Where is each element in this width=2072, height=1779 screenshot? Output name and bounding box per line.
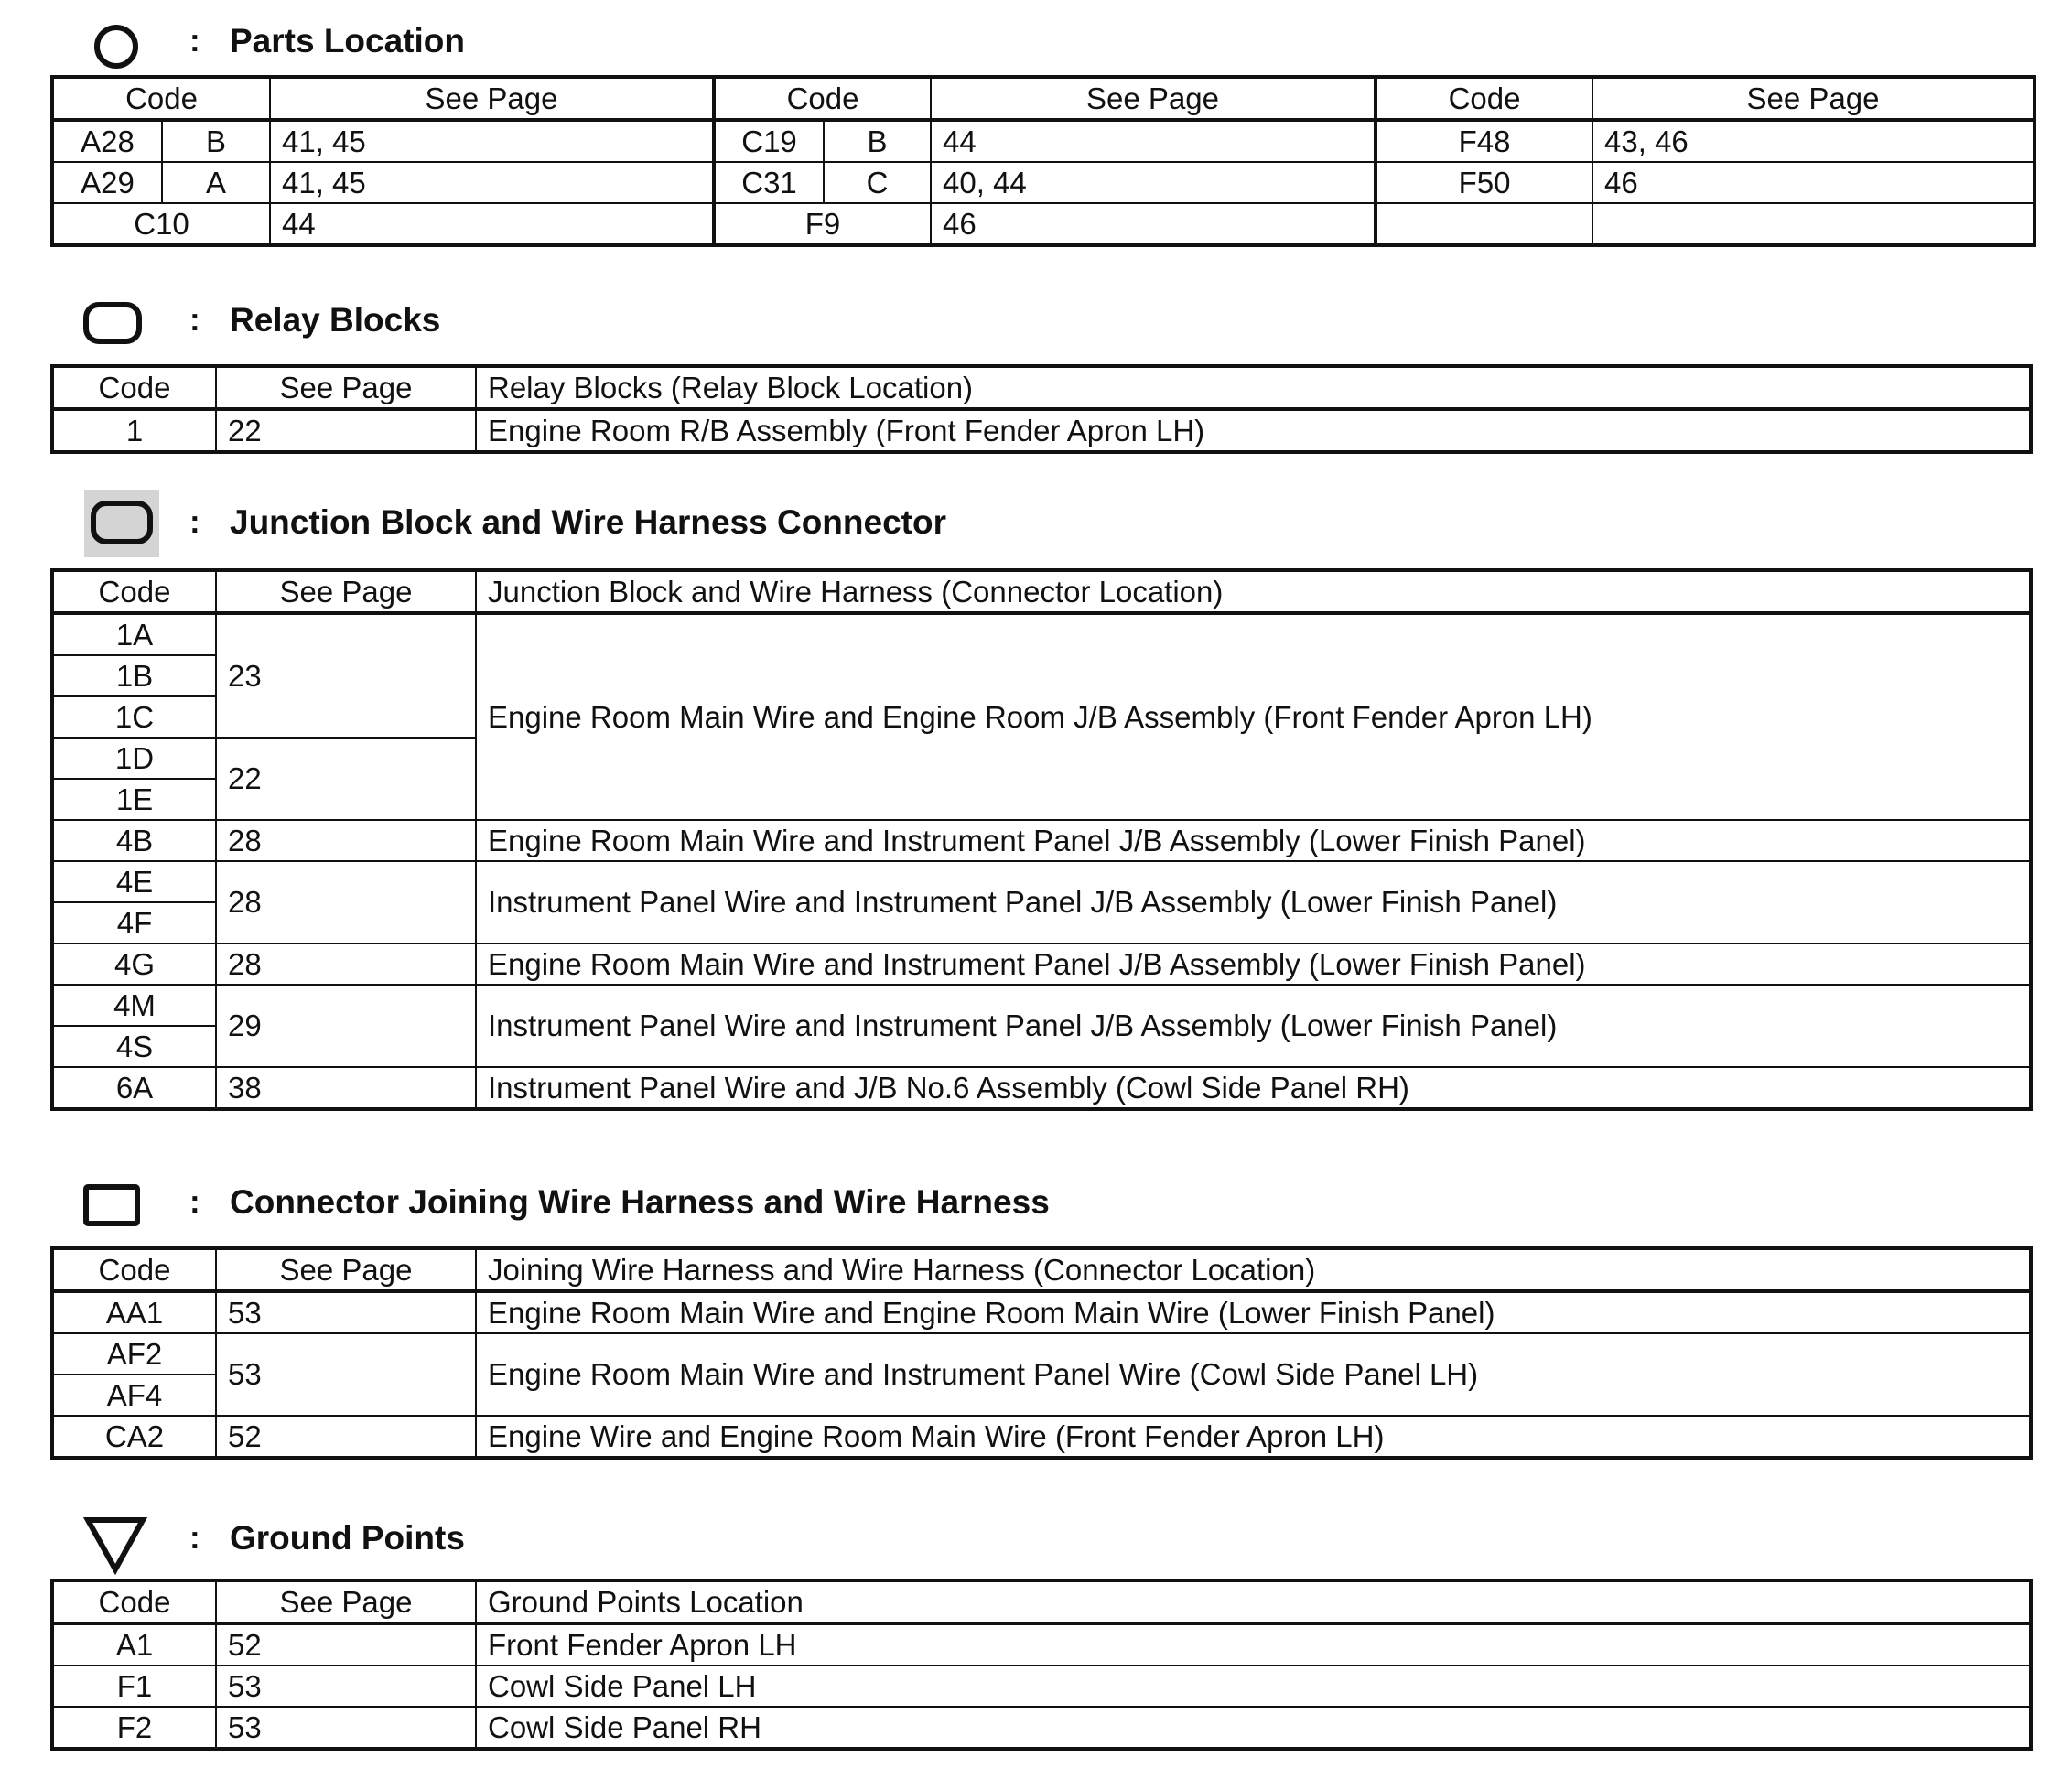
circle-icon xyxy=(92,22,141,71)
column-header-location: Junction Block and Wire Harness (Connector Location) xyxy=(476,570,2031,613)
section-colon: : xyxy=(189,1520,200,1556)
connector-joining-header xyxy=(0,1182,2072,1256)
column-header-see-page: See Page xyxy=(931,77,1376,120)
page-cell xyxy=(1592,203,2034,245)
table-row xyxy=(52,162,2034,203)
page-cell: 29 xyxy=(216,985,476,1067)
section-colon: : xyxy=(189,1184,200,1220)
page-cell: 46 xyxy=(931,203,1376,245)
location-cell: Cowl Side Panel LH xyxy=(476,1666,2031,1707)
code-cell: A1 xyxy=(52,1623,216,1666)
code-cell: C31 xyxy=(714,162,824,203)
junction-block-table xyxy=(50,568,2033,1111)
column-header-code: Code xyxy=(52,1580,216,1623)
ground-points-table xyxy=(50,1579,2033,1751)
code-cell: 1E xyxy=(52,779,216,820)
page-cell: 53 xyxy=(216,1291,476,1333)
column-header-code: Code xyxy=(714,77,931,120)
code-cell: A29 xyxy=(52,162,162,203)
table-row xyxy=(52,985,2031,1026)
code-cell: 1C xyxy=(52,696,216,738)
column-header-code: Code xyxy=(52,570,216,613)
code-cell xyxy=(1376,203,1592,245)
column-header-code: Code xyxy=(52,366,216,409)
code-cell: CA2 xyxy=(52,1416,216,1458)
code-cell: 1B xyxy=(52,655,216,696)
code-cell: AA1 xyxy=(52,1291,216,1333)
location-cell: Engine Room Main Wire and Instrument Panel Wire (Cowl Side Panel LH) xyxy=(476,1333,2031,1416)
location-cell: Engine Room Main Wire and Engine Room J/B Assembly (Front Fender Apron LH) xyxy=(476,613,2031,820)
section-title: Relay Blocks xyxy=(230,301,441,339)
code-cell: 4S xyxy=(52,1026,216,1067)
table-header-row xyxy=(52,77,2034,120)
table-header-row xyxy=(52,570,2031,613)
code-cell: 1 xyxy=(52,409,216,452)
code-cell: 4E xyxy=(52,861,216,902)
location-cell: Instrument Panel Wire and Instrument Panel J/B Assembly (Lower Finish Panel) xyxy=(476,861,2031,943)
page-cell: 41, 45 xyxy=(270,120,714,162)
location-cell: Engine Room R/B Assembly (Front Fender Apron LH) xyxy=(476,409,2031,452)
column-header-see-page: See Page xyxy=(216,1580,476,1623)
code-sub-cell: B xyxy=(824,120,931,162)
table-row xyxy=(52,861,2031,902)
page-cell: 23 xyxy=(216,613,476,738)
rounded-rectangle-icon xyxy=(82,301,143,347)
code-cell: C19 xyxy=(714,120,824,162)
code-cell: AF4 xyxy=(52,1375,216,1416)
column-header-location: Joining Wire Harness and Wire Harness (Connector Location) xyxy=(476,1248,2031,1291)
column-header-see-page: See Page xyxy=(270,77,714,120)
page-cell: 53 xyxy=(216,1707,476,1749)
page-cell: 46 xyxy=(1592,162,2034,203)
table-row xyxy=(52,1623,2031,1666)
location-cell: Cowl Side Panel RH xyxy=(476,1707,2031,1749)
section-colon: : xyxy=(189,302,200,338)
page-cell: 28 xyxy=(216,820,476,861)
parts-location-table xyxy=(50,75,2036,247)
table-row xyxy=(52,1416,2031,1458)
location-cell: Engine Room Main Wire and Engine Room Main Wire (Lower Finish Panel) xyxy=(476,1291,2031,1333)
code-cell: 1D xyxy=(52,738,216,779)
code-cell: 4G xyxy=(52,943,216,985)
page-cell: 40, 44 xyxy=(931,162,1376,203)
table-row xyxy=(52,1333,2031,1375)
column-header-see-page: See Page xyxy=(216,570,476,613)
location-cell: Instrument Panel Wire and J/B No.6 Assembly (Cowl Side Panel RH) xyxy=(476,1067,2031,1109)
page-cell: 41, 45 xyxy=(270,162,714,203)
section-title: Connector Joining Wire Harness and Wire Harness xyxy=(230,1183,1050,1221)
table-row xyxy=(52,1707,2031,1749)
relay-blocks-table xyxy=(50,364,2033,454)
connector-joining-table xyxy=(50,1246,2033,1460)
code-cell: F50 xyxy=(1376,162,1592,203)
table-row xyxy=(52,1067,2031,1109)
code-sub-cell: A xyxy=(162,162,270,203)
rectangle-icon xyxy=(82,1182,143,1228)
code-cell: C10 xyxy=(52,203,270,245)
code-cell: 4M xyxy=(52,985,216,1026)
column-header-see-page: See Page xyxy=(1592,77,2034,120)
section-colon: : xyxy=(189,23,200,59)
column-header-location: Ground Points Location xyxy=(476,1580,2031,1623)
page-cell: 53 xyxy=(216,1333,476,1416)
page-cell: 52 xyxy=(216,1416,476,1458)
code-cell: 4F xyxy=(52,902,216,943)
relay-blocks-header xyxy=(0,297,2072,371)
code-cell: F9 xyxy=(714,203,931,245)
page-cell: 44 xyxy=(931,120,1376,162)
page-cell: 22 xyxy=(216,738,476,820)
table-row xyxy=(52,943,2031,985)
column-header-code: Code xyxy=(52,1248,216,1291)
section-colon: : xyxy=(189,504,200,540)
page-cell: 22 xyxy=(216,409,476,452)
table-row xyxy=(52,203,2034,245)
page-cell: 28 xyxy=(216,861,476,943)
location-cell: Engine Room Main Wire and Instrument Panel J/B Assembly (Lower Finish Panel) xyxy=(476,820,2031,861)
location-cell: Engine Wire and Engine Room Main Wire (Front Fender Apron LH) xyxy=(476,1416,2031,1458)
code-cell: F1 xyxy=(52,1666,216,1707)
table-row xyxy=(52,820,2031,861)
code-cell: AF2 xyxy=(52,1333,216,1375)
code-cell: 1A xyxy=(52,613,216,655)
column-header-code: Code xyxy=(1376,77,1592,120)
page-cell: 28 xyxy=(216,943,476,985)
page-cell: 44 xyxy=(270,203,714,245)
page-cell: 38 xyxy=(216,1067,476,1109)
location-cell: Front Fender Apron LH xyxy=(476,1623,2031,1666)
code-cell: 4B xyxy=(52,820,216,861)
code-cell: F2 xyxy=(52,1707,216,1749)
junction-block-header xyxy=(0,490,2072,563)
table-row xyxy=(52,613,2031,655)
section-title: Ground Points xyxy=(230,1519,465,1557)
column-header-see-page: See Page xyxy=(216,366,476,409)
table-row xyxy=(52,409,2031,452)
column-header-code: Code xyxy=(52,77,270,120)
location-cell: Engine Room Main Wire and Instrument Panel J/B Assembly (Lower Finish Panel) xyxy=(476,943,2031,985)
column-header-location: Relay Blocks (Relay Block Location) xyxy=(476,366,2031,409)
location-cell: Instrument Panel Wire and Instrument Panel J/B Assembly (Lower Finish Panel) xyxy=(476,985,2031,1067)
code-cell: F48 xyxy=(1376,120,1592,162)
code-sub-cell: C xyxy=(824,162,931,203)
table-row xyxy=(52,1291,2031,1333)
table-header-row xyxy=(52,1580,2031,1623)
code-sub-cell: B xyxy=(162,120,270,162)
table-row xyxy=(52,120,2034,162)
page-cell: 43, 46 xyxy=(1592,120,2034,162)
table-header-row xyxy=(52,1248,2031,1291)
section-title: Junction Block and Wire Harness Connector xyxy=(230,503,946,541)
down-triangle-icon xyxy=(82,1515,148,1575)
page-cell: 53 xyxy=(216,1666,476,1707)
column-header-see-page: See Page xyxy=(216,1248,476,1291)
shaded-rounded-rectangle-icon xyxy=(84,490,159,557)
section-title: Parts Location xyxy=(230,22,465,59)
table-row xyxy=(52,1666,2031,1707)
ground-points-header xyxy=(0,1515,2072,1588)
table-header-row xyxy=(52,366,2031,409)
code-cell: A28 xyxy=(52,120,162,162)
page-cell: 52 xyxy=(216,1623,476,1666)
code-cell: 6A xyxy=(52,1067,216,1109)
